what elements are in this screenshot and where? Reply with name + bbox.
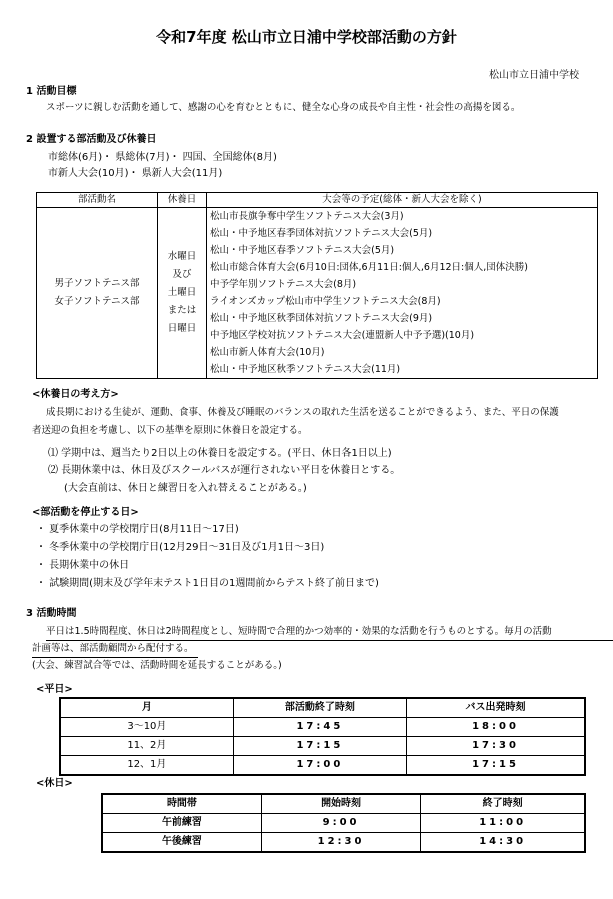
table-row (102, 833, 585, 853)
section-3-heading: 3 活動時間 (26, 608, 77, 619)
underline-1 (46, 640, 613, 641)
club-table-header-club: 部活動名 (37, 193, 158, 208)
event-item: 松山・中予地区春季団体対抗ソフトテニス大会(5月) (210, 228, 433, 239)
activity-time-paragraph-2: 計画等は、部活動顧問から配付する。 (32, 643, 194, 654)
section-1-heading: 1 活動目標 (26, 86, 77, 97)
table-header: 終了時刻 (421, 794, 585, 814)
rest-policy-item-2-note: (大会直前は、休日と練習日を入れ替えることがある。) (64, 483, 307, 494)
section-2-heading: 2 設置する部活動及び休養日 (26, 134, 157, 145)
club-table-header-events: 大会等の予定(総体・新人大会を除く) (207, 193, 598, 208)
club-table-header-rest: 休養日 (158, 193, 207, 208)
table-cell: 17:30 (407, 737, 586, 756)
tournament-line-2: 市新人大会(10月)・ 県新人大会(11月) (48, 168, 223, 179)
event-list (207, 208, 598, 379)
table-row (102, 814, 585, 833)
table-row (60, 756, 585, 776)
club-table (36, 192, 598, 379)
table-cell: 3～10月 (60, 718, 233, 737)
table-cell: 17:00 (233, 756, 406, 776)
event-item: 松山・中予地区春季ソフトテニス大会(5月) (210, 245, 395, 256)
underline-2 (32, 657, 198, 658)
rest-policy-paragraph-2: 者送迎の負担を考慮し、以下の基準を原則に休養日を設定する。 (32, 425, 308, 436)
table-cell: 18:00 (407, 718, 586, 737)
table-cell: 12:30 (261, 833, 420, 853)
rest-policy-paragraph-1: 成長期における生徒が、運動、食事、休養及び睡眠のバランスの取れた生活を送ることができるよう、また、平日の保護 (46, 407, 559, 418)
table-cell: 17:15 (233, 737, 406, 756)
table-cell: 11:00 (421, 814, 585, 833)
club-name-boys: 男子ソフトテニス部 (54, 278, 140, 289)
table-cell: 17:45 (233, 718, 406, 737)
table-cell: 12、1月 (60, 756, 233, 776)
table-cell: 午後練習 (102, 833, 261, 853)
table-cell: 14:30 (421, 833, 585, 853)
weekday-label: <平日> (36, 684, 73, 695)
event-item: 松山市長旗争奪中学生ソフトテニス大会(3月) (210, 211, 404, 222)
event-item: 松山・中予地区秋季団体対抗ソフトテニス大会(9月) (210, 313, 433, 324)
table-row (102, 794, 585, 814)
event-item: 中予学年別ソフトテニス大会(8月) (210, 279, 357, 290)
table-cell: 11、2月 (60, 737, 233, 756)
stop-day-item: ・ 夏季休業中の学校閉庁日(8月11日～17日) (36, 524, 239, 535)
table-row (60, 737, 585, 756)
table-cell: 午前練習 (102, 814, 261, 833)
event-item: 中予地区学校対抗ソフトテニス大会(連盟新人中予予選)(10月) (210, 330, 475, 341)
event-item: 松山市総合体育大会(6月10日:団体,6月11日:個人,6月12日:個人,団体決勝) (210, 262, 528, 273)
rest-day-line: 及び (172, 269, 192, 280)
school-name: 松山市立日浦中学校 (489, 70, 579, 81)
table-row (60, 698, 585, 718)
stop-days-heading: <部活動を停止する日> (32, 507, 139, 518)
table-header: 時間帯 (102, 794, 261, 814)
rest-policy-item-2: ⑵ 長期休業中は、休日及びスクールバスが運行されない平日を休養日とする。 (48, 465, 401, 476)
stop-day-item: ・ 長期休業中の休日 (36, 560, 130, 571)
club-names (37, 208, 158, 379)
activity-time-paragraph-1: 平日は1.5時間程度、休日は2時間程度とし、短時間で合理的かつ効率的・効果的な活動を行うものとする。毎月の活動 (46, 626, 552, 637)
rest-day-line: または (167, 305, 197, 316)
table-row (60, 718, 585, 737)
table-header: バス出発時刻 (407, 698, 586, 718)
stop-day-item: ・ 試験期間(期末及び学年末テスト1日目の1週間前からテスト終了前日まで) (36, 578, 379, 589)
table-header: 開始時刻 (261, 794, 420, 814)
activity-time-paragraph-3: (大会、練習試合等では、活動時間を延長することがある。) (32, 660, 282, 671)
stop-day-item: ・ 冬季休業中の学校閉庁日(12月29日～31日及び1月1日～3日) (36, 542, 325, 553)
rest-policy-item-1: ⑴ 学期中は、週当たり2日以上の休養日を設定する。(平日、休日各1日以上) (48, 448, 392, 459)
rest-policy-heading: <休養日の考え方> (32, 389, 119, 400)
weekday-table (59, 697, 586, 776)
page-title: 令和7年度 松山市立日浦中学校部活動の方針 (156, 28, 457, 46)
section-1-text: スポーツに親しむ活動を通して、感謝の心を育むとともに、健全な心身の成長や自主性・社会性の高揚を図る。 (46, 102, 521, 113)
club-name-girls: 女子ソフトテニス部 (54, 296, 140, 307)
table-header: 月 (60, 698, 233, 718)
table-cell: 17:15 (407, 756, 586, 776)
rest-day-line: 土曜日 (167, 287, 197, 298)
table-header: 部活動終了時刻 (233, 698, 406, 718)
event-item: 松山・中予地区秋季ソフトテニス大会(11月) (210, 364, 401, 375)
event-item: 松山市新人体育大会(10月) (210, 347, 325, 358)
holiday-table (101, 793, 586, 853)
tournament-line-1: 市総体(6月)・ 県総体(7月)・ 四国、全国総体(8月) (48, 152, 277, 163)
table-cell: 9:00 (261, 814, 420, 833)
rest-days (158, 208, 207, 379)
rest-day-line: 日曜日 (167, 323, 197, 334)
event-item: ライオンズカップ松山市中学生ソフトテニス大会(8月) (210, 296, 441, 307)
rest-day-line: 水曜日 (167, 251, 197, 262)
holiday-label: <休日> (36, 778, 73, 789)
